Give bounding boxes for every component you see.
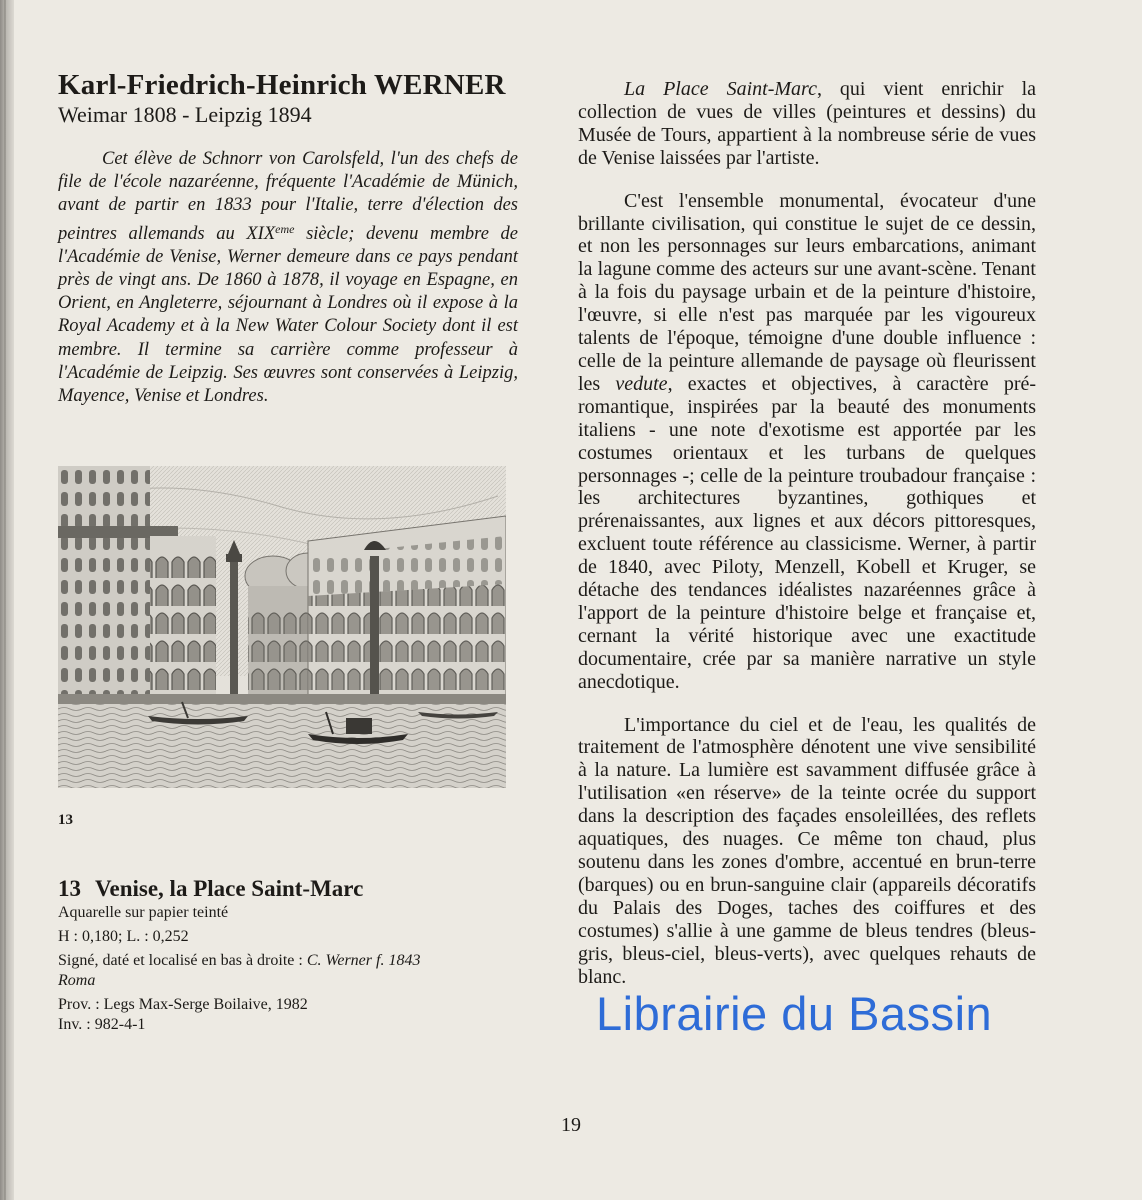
commentary-paragraph-3: L'importance du ciel et de l'eau, les qualités de traitement de l'atmosphère dénotent une vive sensibilité à la nature. La lumière est savamment diffusée grâce à l'utilisation «en réserve» de la teinte ocrée du support dans la description des façades ensoleillées, des reflets aquatiques, des nuages. Ce même ton chaud, plus soutenu dans les zones d'ombre, accentué en brun-terre (barques) ou en brun-sanguine clair (appareils décoratifs du Palais des Doges, taches des coiffures et des costumes) s'allie à une gamme de bleus tendres (bleus-gris, bleus-ciel, bleus-verts), avec quelques rehauts de blanc. [578, 713, 1036, 988]
bio-superscript: eme [275, 221, 295, 236]
artwork-plate [58, 466, 506, 788]
artwork-title-inline: La Place Saint-Marc [624, 78, 817, 100]
venice-drawing-illustration [58, 466, 506, 788]
bio-text-1: Cet élève de Schnorr von Carolsfeld, l'un des chefs de file de l'école nazaréenne, fréquente l'Académie de Münich, avant de partir en 1833 pour l'Italie, terre d'élection des peintres allemands au XIX [58, 149, 518, 244]
signature-location: Roma [58, 972, 96, 990]
catalogue-medium: Aquarelle sur papier teinté [58, 904, 229, 922]
artist-biography [58, 148, 518, 408]
catalogue-inventory: Inv. : 982-4-1 [58, 1016, 146, 1034]
catalogue-signature [58, 951, 518, 971]
catalogue-entry-title [58, 875, 518, 903]
p2-text-b: , exactes et objectives, à caractère pré-romantique, inspirées par la beauté des monuments italiens - une note d'exotisme est apportée par les costumes orientaux et les turbans de quelques personnages -; celle de la peinture troubadour française : les architectures byzantines, gothiques et prérenaissantes, aux lignes et aux décors pittoresques, excluent toute référence au classicisme. Werner, à partir de 1840, avec Piloty, Menzell, Kobell et Kruger, se détache des tendances idéalistes nazaréennes grâce à l'apport de la peinture d'histoire belge et française et, cernant la vérité historique avec une exactitude documentaire, crée par sa manière narrative un style anecdotique. [578, 372, 1037, 693]
p2-text-a: C'est l'ensemble monumental, évocateur d'une brillante civilisation, qui constitue le sujet de ce dessin, et non les personnages sur leurs embarcations, animant la lagune comme des acteurs sur une avant-scène. Tenant à la fois du paysage urbain et de la peinture d'histoire, l'œuvre, si elle n'est pas marquée par les vigoureux talents de l'époque, témoigne d'une double influence : celle de la peinture allemande de paysage où fleurissent les [578, 189, 1036, 395]
right-column [578, 78, 1036, 988]
left-column [58, 68, 518, 1035]
catalogue-title: Venise, la Place Saint-Marc [95, 876, 364, 902]
bio-text-2: siècle; devenu membre de l'Académie de Venise, Werner demeure dans ce pays pendant près de vingt ans. De 1860 à 1878, il voyage en Espagne, en Orient, en Angleterre, séjournant à Londres où il expose à la Royal Academy et à la New Water Colour Society dont il est membre. Il termine sa carrière comme professeur à l'Académie de Leipzig. Ses œuvres sont conservées à Leipzig, Mayence, Venise et Londres. [58, 223, 518, 407]
signature-text: C. Werner f. 1843 [306, 952, 421, 970]
book-gutter-edge [0, 0, 14, 1200]
artist-name: Karl-Friedrich-Heinrich WERNER [58, 69, 506, 101]
catalogue-dimensions: H : 0,180; L. : 0,252 [58, 928, 189, 946]
commentary-paragraph-1 [578, 78, 1036, 170]
catalogue-provenance: Prov. : Legs Max-Serge Boilaive, 1982 [58, 996, 308, 1014]
p1-text: , qui vient enrichir la collection de vues de villes (peintures et dessins) du Musée de Tours, appartient à la nombreuse série de vues de Venise laissées par l'artiste. [578, 78, 1036, 169]
catalogue-number: 13 [58, 876, 81, 902]
signature-prefix: Signé, daté et localisé en bas à droite : [58, 952, 307, 970]
p2-italic-term: vedute [615, 372, 668, 395]
commentary-paragraph-2 [578, 190, 1036, 694]
plate-number: 13 [58, 812, 73, 829]
artist-dates: Weimar 1808 - Leipzig 1894 [58, 102, 312, 127]
watermark: Librairie du Bassin [596, 987, 993, 1040]
page-number: 19 [561, 1114, 581, 1136]
